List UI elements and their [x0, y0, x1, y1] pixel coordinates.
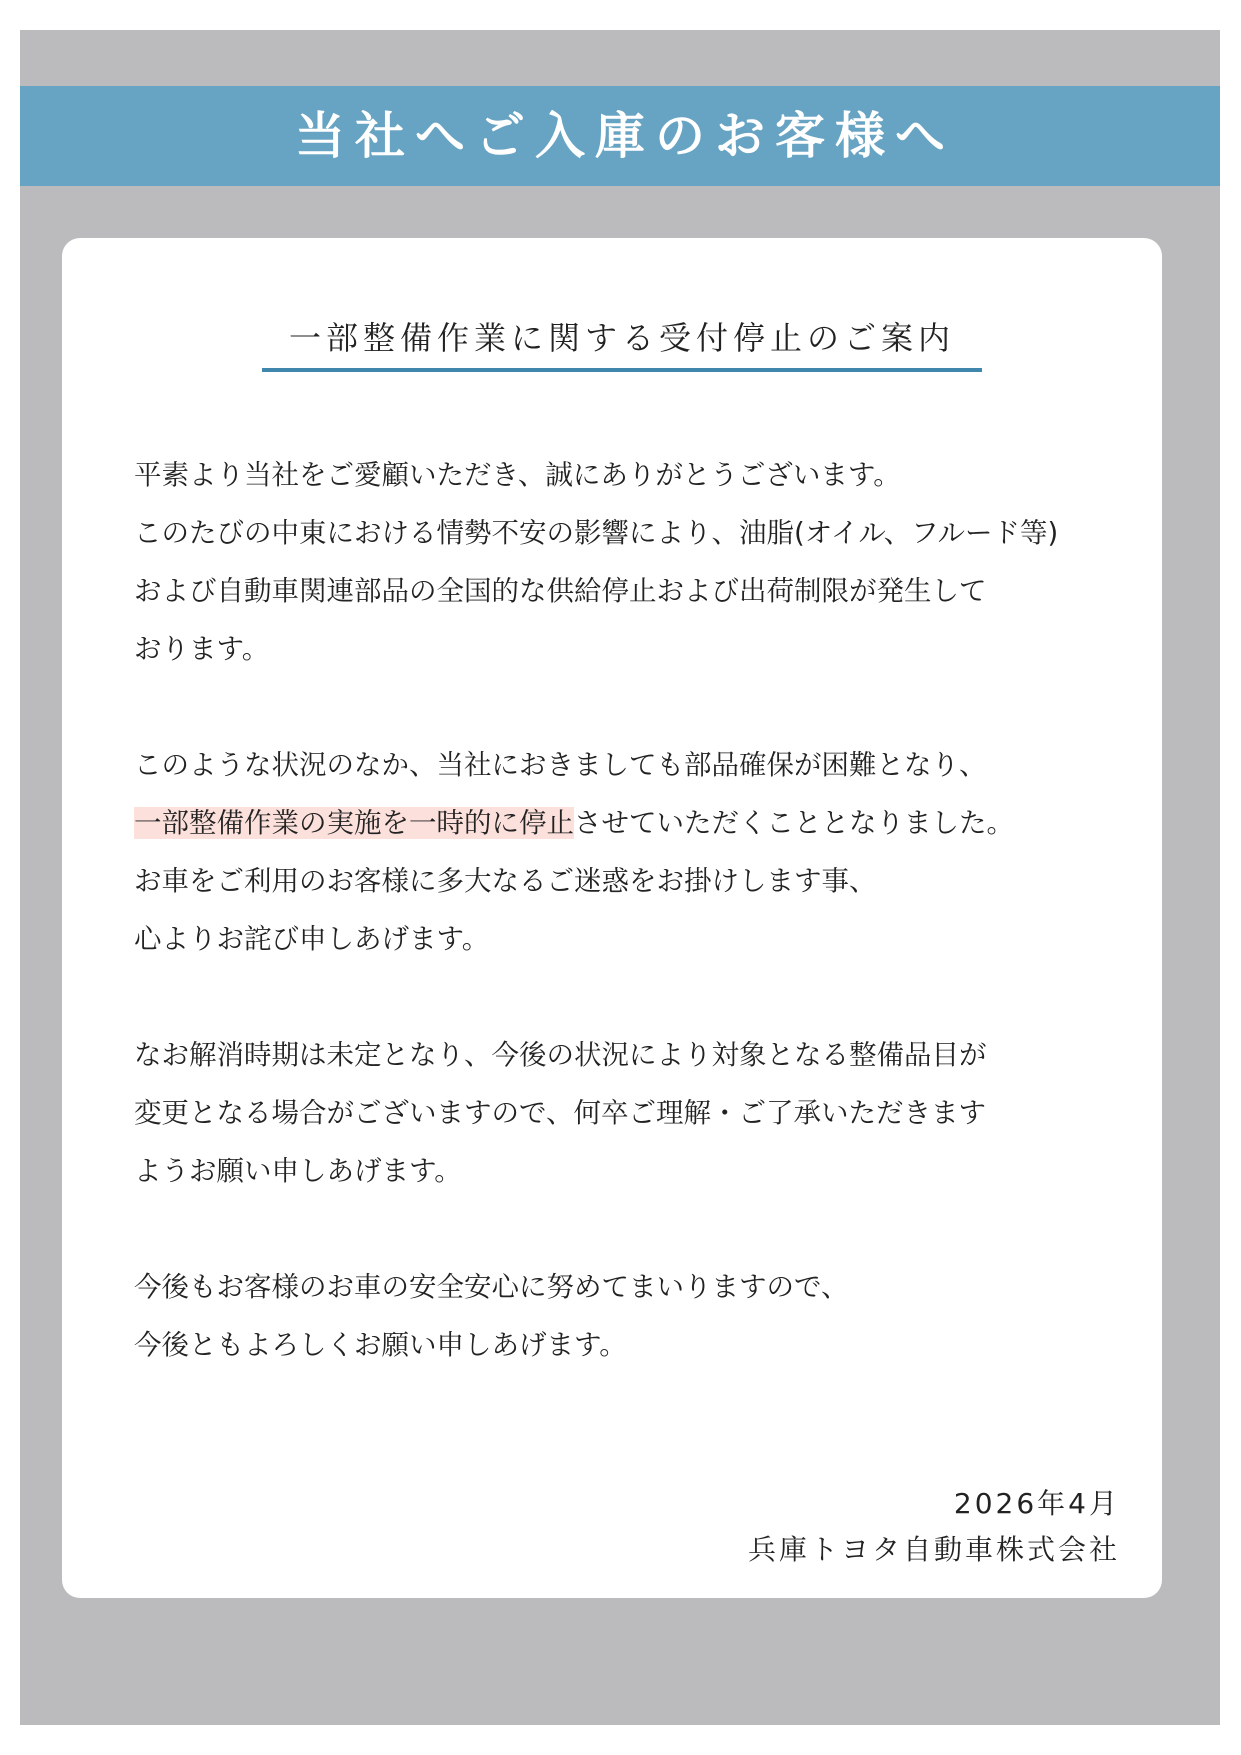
subtitle-block — [262, 318, 982, 372]
subtitle-underline — [262, 368, 982, 372]
signature-block — [748, 1481, 1120, 1573]
header-title: 当社へご入庫のお客様へ — [295, 107, 955, 165]
notice-subtitle: 一部整備作業に関する受付停止のご案内 — [288, 319, 955, 357]
body-line: 心よりお詫び申しあげます。 — [134, 923, 490, 955]
body-line-highlighted — [134, 794, 1134, 852]
body-line: このような状況のなか、当社におきましても部品確保が困難となり、 — [134, 749, 987, 781]
body-line: おります。 — [134, 633, 270, 665]
body-line-rest: させていただくこととなりました。 — [574, 807, 1014, 839]
body-line: および自動車関連部品の全国的な供給停止および出荷制限が発生して — [134, 575, 987, 607]
paragraph-resolution — [134, 1026, 1134, 1200]
body-line: お車をご利用のお客様に多大なるご迷惑をお掛けします事、 — [134, 865, 877, 897]
paragraph-suspension — [134, 736, 1134, 968]
paragraph-greeting — [134, 446, 1134, 678]
notice-date: 2026年4月 — [953, 1487, 1120, 1520]
paragraph-closing — [134, 1258, 1134, 1374]
notice-body — [134, 446, 1134, 1374]
highlighted-text: 一部整備作業の実施を一時的に停止 — [134, 807, 574, 839]
header-band — [20, 86, 1220, 186]
body-line: このたびの中東における情勢不安の影響により、油脂(オイル、フルード等) — [134, 517, 1059, 549]
body-line: 平素より当社をご愛顧いただき、誠にありがとうございます。 — [134, 459, 901, 491]
body-line: なお解消時期は未定となり、今後の状況により対象となる整備品目が — [134, 1039, 987, 1071]
company-name: 兵庫トヨタ自動車株式会社 — [747, 1533, 1120, 1566]
body-line: 今後ともよろしくお願い申しあげます。 — [134, 1329, 627, 1361]
notice-sheet — [20, 30, 1220, 1725]
body-line: 今後もお客様のお車の安全安心に努めてまいりますので、 — [134, 1271, 849, 1303]
body-line: ようお願い申しあげます。 — [134, 1155, 462, 1187]
body-line: 変更となる場合がございますので、何卒ご理解・ご了承いただきます — [134, 1097, 986, 1129]
notice-card — [62, 238, 1162, 1598]
